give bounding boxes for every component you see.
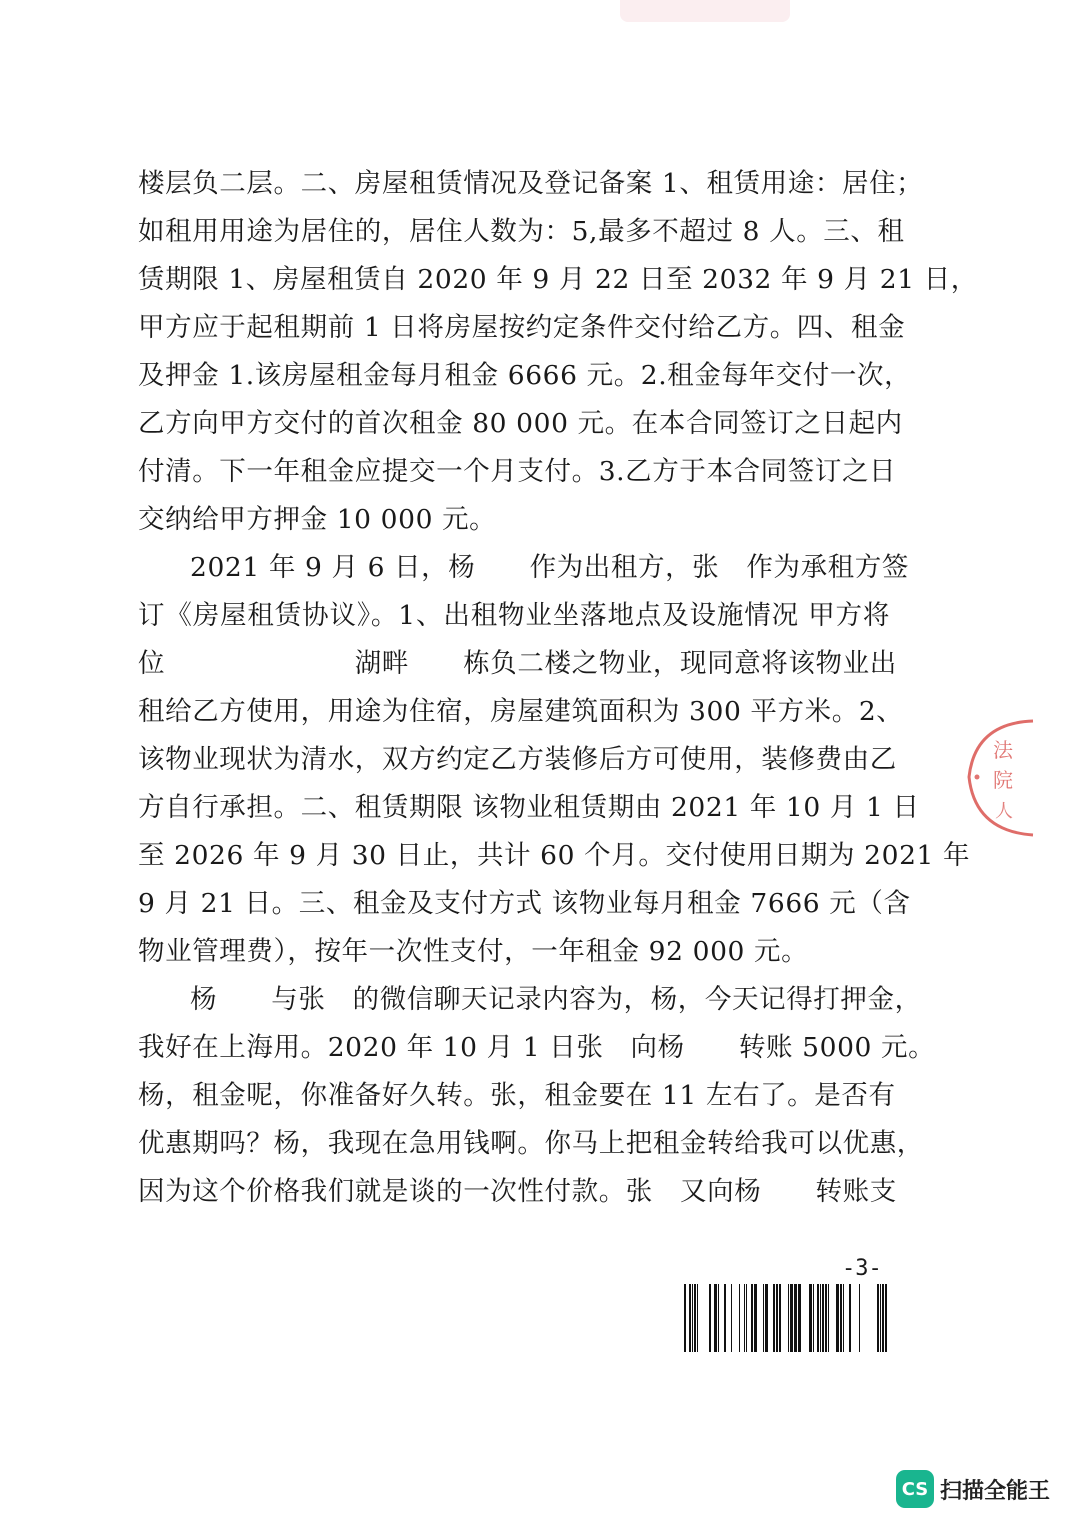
barcode-bar	[817, 1284, 819, 1352]
text-line: 该物业现状为清水，双方约定乙方装修后方可使用，装修费由乙	[138, 744, 897, 775]
barcode-bar	[843, 1284, 844, 1352]
text-line: 杨 与张 的微信聊天记录内容为，杨，今天记得打押金，	[190, 984, 922, 1015]
barcode-bar	[697, 1284, 698, 1352]
watermark-app-name: 扫描全能王	[940, 1478, 1051, 1504]
text-line: 至 2026 年 9 月 30 日止，共计 60 个月。交付使用日期为 2021 年	[138, 840, 971, 871]
text-line: 乙方向甲方交付的首次租金 80 000 元。在本合同签订之日起内	[138, 408, 903, 439]
barcode-bar	[746, 1284, 747, 1352]
paragraph	[138, 544, 971, 976]
page-number: -3-	[842, 1256, 882, 1281]
text-line: 及押金 1.该房屋租金每月租金 6666 元。2.租金每年交付一次，	[138, 360, 912, 391]
text-line: 楼层负二层。二、房屋租赁情况及登记备案 1、租赁用途：居住；	[138, 168, 924, 199]
barcode-bar	[794, 1284, 797, 1352]
text-line: 我好在上海用。2020 年 10 月 1 日张 向杨 转账 5000 元。	[138, 1032, 936, 1063]
barcode-bar	[798, 1284, 801, 1352]
barcode-bar	[754, 1284, 757, 1352]
text-line: 如租用用途为居住的，居住人数为：5,最多不超过 8 人。三、租	[138, 216, 905, 247]
barcode-bar	[840, 1284, 842, 1352]
svg-text:人: 人	[995, 801, 1013, 822]
barcode-bar	[714, 1284, 717, 1352]
barcode	[684, 1284, 888, 1352]
barcode-bar	[765, 1284, 768, 1352]
barcode-bar	[809, 1284, 812, 1352]
barcode-bar	[751, 1284, 753, 1352]
barcode-bar	[739, 1284, 740, 1352]
document-body	[138, 160, 978, 1216]
text-line: 优惠期吗？杨，我现在急用钱啊。你马上把租金转给我可以优惠，	[138, 1128, 924, 1159]
text-line: 杨，租金呢，你准备好久转。张，租金要在 11 左右了。是否有	[138, 1080, 896, 1111]
text-line: 赁期限 1、房屋租赁自 2020 年 9 月 22 日至 2032 年 9 月 21 日，	[138, 264, 978, 295]
barcode-bar	[718, 1284, 719, 1352]
barcode-bar	[709, 1284, 711, 1352]
text-line: 方自行承担。二、租赁期限 该物业租赁期由 2021 年 10 月 1 日	[138, 792, 920, 823]
barcode-bar	[828, 1284, 829, 1352]
barcode-bar	[813, 1284, 814, 1352]
barcode-bar	[744, 1284, 745, 1352]
text-line: 甲方应于起租期前 1 日将房屋按约定条件交付给乙方。四、租金	[138, 312, 906, 343]
barcode-bar	[694, 1284, 696, 1352]
barcode-bar	[684, 1284, 686, 1352]
barcode-bar	[849, 1284, 851, 1352]
paragraph	[138, 976, 936, 1216]
barcode-bar	[773, 1284, 775, 1352]
barcode-bar	[822, 1284, 824, 1352]
text-line: 2021 年 9 月 6 日，杨 作为出租方，张 作为承租方签	[190, 552, 909, 583]
text-line: 租给乙方使用，用途为住宿，房屋建筑面积为 300 平方米。2、	[138, 696, 904, 727]
barcode-bar	[880, 1284, 881, 1352]
barcode-bar	[790, 1284, 793, 1352]
barcode-bar	[788, 1284, 789, 1352]
court-seal-stamp	[955, 715, 1035, 840]
svg-text:院: 院	[993, 768, 1013, 792]
text-line: 物业管理费），按年一次性支付，一年租金 92 000 元。	[138, 936, 809, 967]
text-line: 9 月 21 日。三、租金及支付方式 该物业每月租金 7666 元（含	[138, 888, 911, 919]
scanner-watermark	[896, 1466, 1050, 1512]
barcode-bar	[763, 1284, 764, 1352]
text-line: 因为这个价格我们就是谈的一次性付款。张 又向杨 转账支	[138, 1176, 897, 1207]
paragraph	[138, 160, 978, 544]
barcode-bar	[877, 1284, 879, 1352]
text-line: 交纳给甲方押金 10 000 元。	[138, 504, 497, 535]
barcode-bar	[731, 1284, 732, 1352]
barcode-bar	[779, 1284, 781, 1352]
text-line: 付清。下一年租金应提交一个月支付。3.乙方于本合同签订之日	[138, 456, 897, 487]
barcode-bar	[689, 1284, 691, 1352]
barcode-bar	[825, 1284, 827, 1352]
barcode-bar	[882, 1284, 884, 1352]
text-line: 位 湖畔 栋负二楼之物业，现同意将该物业出	[138, 648, 897, 679]
svg-text:法: 法	[993, 738, 1013, 762]
barcode-bar	[692, 1284, 693, 1352]
barcode-bar	[836, 1284, 839, 1352]
scan-artifact	[620, 0, 790, 22]
text-line: 订《房屋租赁协议》。1、出租物业坐落地点及设施情况 甲方将	[138, 600, 890, 631]
barcode-bar	[885, 1284, 887, 1352]
barcode-bar	[776, 1284, 778, 1352]
barcode-bar	[859, 1284, 860, 1352]
barcode-bar	[724, 1284, 726, 1352]
camscanner-logo-icon: CS	[896, 1470, 934, 1508]
barcode-bar	[820, 1284, 821, 1352]
